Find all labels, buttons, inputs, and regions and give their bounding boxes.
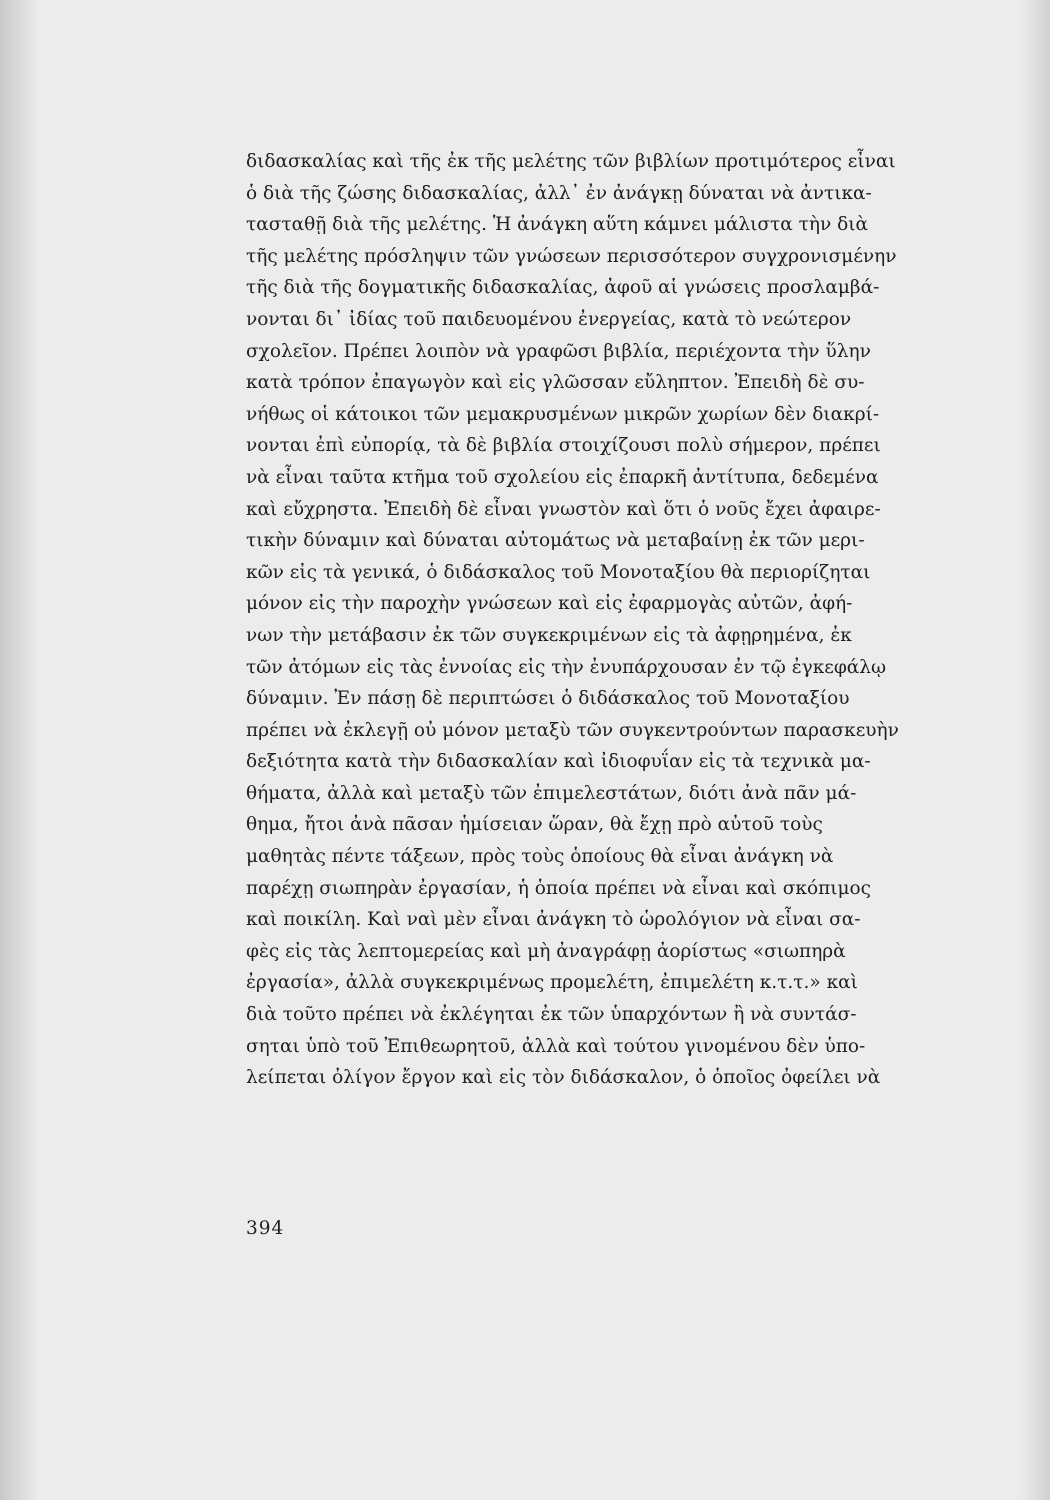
text-line: τῆς διὰ τῆς δογματικῆς διδασκαλίας, ἀφοῦ αἱ γνώσεις προσλαμβά- [246, 277, 880, 299]
text-line: καὶ ποικίλη. Καὶ ναὶ μὲν εἶναι ἀνάγκη τὸ ὡρολόγιον νὰ εἶναι σα- [246, 909, 861, 931]
text-line: νων τὴν μετάβασιν ἐκ τῶν συγκεκριμένων εἰς τὰ ἀφῃρημένα, ἐκ [246, 624, 852, 646]
text-line: διδασκαλίας καὶ τῆς ἐκ τῆς μελέτης τῶν βιβλίων προτιμότερος εἶναι [246, 151, 896, 172]
scan-shadow-left [0, 0, 40, 1500]
text-line: μόνον εἰς τὴν παροχὴν γνώσεων καὶ εἰς ἐφαρμογὰς αὐτῶν, ἀφή- [246, 593, 853, 615]
text-line: σχολεῖον. Πρέπει λοιπὸν νὰ γραφῶσι βιβλία, περιέχοντα τὴν ὕλην [246, 340, 871, 362]
text-line: ἐργασία», ἀλλὰ συγκεκριμένως προμελέτη, ἐπιμελέτη κ.τ.τ.» καὶ [246, 972, 858, 994]
text-line: παρέχῃ σιωπηρὰν ἐργασίαν, ἡ ὁποία πρέπει νὰ εἶναι καὶ σκόπιμος [246, 877, 872, 899]
page-number: 394 [246, 1218, 285, 1239]
text-line: μαθητὰς πέντε τάξεων, πρὸς τοὺς ὁποίους θὰ εἶναι ἀνάγκη νὰ [246, 846, 834, 868]
text-line: τικὴν δύναμιν καὶ δύναται αὐτομάτως νὰ μεταβαίνῃ ἐκ τῶν μερι- [246, 530, 865, 552]
text-line: θήματα, ἀλλὰ καὶ μεταξὺ τῶν ἐπιμελεστάτων, διότι ἀνὰ πᾶν μά- [246, 782, 857, 804]
text-line: κῶν εἰς τὰ γενικά, ὁ διδάσκαλος τοῦ Μονοταξίου θὰ περιορίζηται [246, 561, 871, 583]
text-line: τῶν ἀτόμων εἰς τὰς ἐννοίας εἰς τὴν ἐνυπάρχουσαν ἐν τῷ ἐγκεφάλῳ [246, 656, 887, 678]
text-line: νὰ εἶναι ταῦτα κτῆμα τοῦ σχολείου εἰς ἐπαρκῆ ἀντίτυπα, δεδεμένα [246, 466, 879, 488]
text-line: νονται δι᾽ ἰδίας τοῦ παιδευομένου ἐνεργείας, κατὰ τὸ νεώτερον [246, 308, 852, 330]
text-line: δύναμιν. Ἐν πάσῃ δὲ περιπτώσει ὁ διδάσκαλος τοῦ Μονοταξίου [246, 688, 850, 710]
text-line: διὰ τοῦτο πρέπει νὰ ἐκλέγηται ἐκ τῶν ὑπαρχόντων ἢ νὰ συντάσ- [246, 1004, 857, 1026]
text-line: ὁ διὰ τῆς ζώσης διδασκαλίας, ἀλλ᾽ ἐν ἀνάγκῃ δύναται νὰ ἀντικα- [246, 182, 872, 204]
text-line: πρέπει νὰ ἐκλεγῇ οὐ μόνον μεταξὺ τῶν συγκεντρούντων παρασκευὴν [246, 719, 899, 741]
text-line: θημα, ἤτοι ἀνὰ πᾶσαν ἡμίσειαν ὥραν, θὰ ἔχῃ πρὸ αὐτοῦ τοὺς [246, 814, 823, 836]
text-line: σηται ὑπὸ τοῦ Ἐπιθεωρητοῦ, ἀλλὰ καὶ τούτου γινομένου δὲν ὑπο- [246, 1035, 866, 1057]
text-line: καὶ εὔχρηστα. Ἐπειδὴ δὲ εἶναι γνωστὸν καὶ ὅτι ὁ νοῦς ἔχει ἀφαιρε- [246, 498, 881, 520]
text-line: τασταθῇ διὰ τῆς μελέτης. Ἡ ἀνάγκη αὕτη κάμνει μάλιστα τὴν διὰ [246, 214, 868, 236]
text-line: κατὰ τρόπον ἐπαγωγὸν καὶ εἰς γλῶσσαν εὔληπτον. Ἐπειδὴ δὲ συ- [246, 372, 865, 394]
text-line: λείπεται ὀλίγον ἔργον καὶ εἰς τὸν διδάσκαλον, ὁ ὁποῖος ὀφείλει νὰ [246, 1067, 881, 1089]
text-line: δεξιότητα κατὰ τὴν διδασκαλίαν καὶ ἰδιοφυΐαν εἰς τὰ τεχνικὰ μα- [246, 751, 871, 773]
text-line: νήθως οἱ κάτοικοι τῶν μεμακρυσμένων μικρῶν χωρίων δὲν διακρί- [246, 403, 880, 425]
scan-shadow-right [1020, 0, 1050, 1500]
text-line: τῆς μελέτης πρόσληψιν τῶν γνώσεων περισσότερον συγχρονισμένην [246, 245, 897, 267]
text-line: φὲς εἰς τὰς λεπτομερείας καὶ μὴ ἀναγράφῃ ἀορίστως «σιωπηρὰ [246, 940, 846, 962]
body-text [246, 146, 899, 1094]
text-line: νονται ἐπὶ εὐπορίᾳ, τὰ δὲ βιβλία στοιχίζουσι πολὺ σήμερον, πρέπει [246, 435, 881, 457]
